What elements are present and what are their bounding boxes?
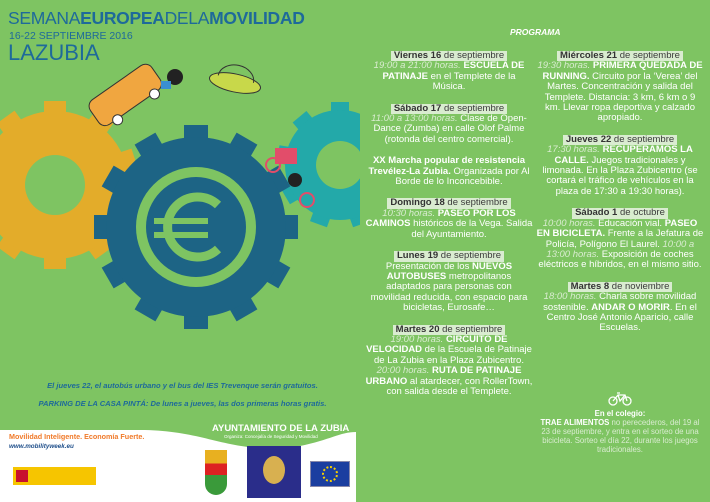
title-part: EUROPEA xyxy=(80,8,165,28)
program-event xyxy=(365,51,533,93)
event-highlight: ANDAR O MORIR xyxy=(591,301,670,313)
event-highlight: PASEO POR LOS CAMINOS xyxy=(365,207,516,230)
event-time: 19:30 horas. xyxy=(537,60,593,72)
organiza-label: Organiza: Concejalía de Seguridad y Movilidad xyxy=(224,434,318,439)
event-text: Circuito por la ‘Verea’ del Martes. Concentración y salida del Templete. Distancia: 3 km, 6 km o 9 km. Llevar ropa deportiva y calzado apropiado. xyxy=(544,70,698,124)
event-dates: 16-22 SEPTIEMBRE 2016 xyxy=(9,30,133,42)
la-zubia-coat-of-arms-logo xyxy=(205,450,227,495)
event-month: de septiembre xyxy=(441,102,505,114)
event-text: Frente a la Jefatura de Policía, Polígono El Laurel. xyxy=(545,228,704,250)
event-highlight: NUEVOS AUTOBUSES xyxy=(386,260,513,282)
colegio-bold: TRAE ALIMENTOS xyxy=(540,418,610,427)
event-text: Clase de Open-Dance (Zumba) en calle Olof Palme (rotonda del centro comercial). xyxy=(373,113,527,145)
event-text: históricos de la Vega. Salida del Ayuntamiento. xyxy=(410,218,533,240)
event-highlight: XX Marcha popular de resistencia Trevélez-La Zubia. xyxy=(368,155,526,177)
event-month: de septiembre xyxy=(617,50,680,61)
ayuntamiento-label: AYUNTAMIENTO DE LA ZUBIA xyxy=(212,423,350,434)
eu-flag-logo xyxy=(310,461,350,487)
event-text: Educación vial. xyxy=(598,217,665,229)
event-day: Martes 20 xyxy=(395,323,440,335)
event-highlight: PASEO EN BICICLETA. xyxy=(536,217,698,240)
program-event xyxy=(365,251,533,313)
event-time: 17:30 horas. xyxy=(547,144,603,156)
slogan: Movilidad Inteligente. Economía Fuerte. xyxy=(9,432,145,441)
parking-note: PARKING DE LA CASA PINTÁ: De lunes a jueves, las dos primeras horas gratis. xyxy=(38,399,327,408)
event-highlight: ESCUELA DE PATINAJE xyxy=(382,60,525,82)
event-text: Organizada por Al Borde de lo Inconcebible. xyxy=(395,165,530,188)
title-part: SEMANA xyxy=(8,8,81,28)
event-time: 18:00 horas. xyxy=(543,291,600,303)
program-column-left xyxy=(365,51,533,408)
event-day: Jueves 22 xyxy=(565,133,612,145)
event-text: en el Templete de la Música. xyxy=(428,70,516,93)
event-month: de octubre xyxy=(617,207,665,219)
city-name: LAZUBIA xyxy=(8,40,100,65)
mobilityweek-link[interactable]: www.mobilityweek.eu xyxy=(9,443,74,450)
event-day: Lunes 19 xyxy=(396,250,439,262)
event-month: de septiembre xyxy=(438,250,502,262)
event-time: 10:00 a 13:00 horas. xyxy=(546,238,695,260)
event-day: Martes 8 xyxy=(570,280,610,292)
spain-government-logo xyxy=(13,467,96,485)
event-time: 10:30 horas. xyxy=(382,207,438,219)
pedestrian-icon xyxy=(161,69,183,89)
title-part: MOVILIDAD xyxy=(209,8,305,28)
event-highlight: CIRCUITO DE VELOCIDAD xyxy=(366,333,508,356)
event-text: metropolitanos adaptados para personas con movilidad reducida, con espacio para bicicletas, Eurosafe… xyxy=(370,270,528,314)
event-text: Presentación de los xyxy=(385,260,472,272)
program-event xyxy=(365,156,533,187)
event-time: 19:00 horas. xyxy=(390,333,446,345)
event-month: de septiembre xyxy=(611,133,675,145)
program-event xyxy=(365,104,533,146)
program-column-right xyxy=(536,51,704,345)
colegio-section xyxy=(536,406,704,454)
event-title xyxy=(8,8,305,29)
event-text: Exposición de coches eléctricos e híbridos, en el mismo sitio. xyxy=(538,248,702,271)
event-time: 10:00 horas. xyxy=(542,217,599,229)
colegio-title: En el colegio: xyxy=(594,409,646,418)
teal-gear-icon xyxy=(276,102,360,227)
car-icon xyxy=(208,60,264,97)
police-badge-logo xyxy=(247,446,301,498)
colegio-text: no perecederos, del 19 al 23 de septiembre, y entra en el sorteo de una bicicleta. Sorteo el día 22, durante los juegos tradicionales. xyxy=(541,418,700,454)
gears-illustration xyxy=(0,55,360,375)
program-event xyxy=(365,325,533,398)
bicycle-icon xyxy=(608,392,632,406)
event-time: 20:00 horas. xyxy=(376,365,433,377)
event-day: Sábado 1 xyxy=(575,207,618,219)
program-event xyxy=(536,51,704,124)
event-day: Domingo 18 xyxy=(390,197,445,209)
event-time: 19:00 a 21:00 horas. xyxy=(373,60,464,72)
event-day: Miércoles 21 xyxy=(560,50,618,61)
event-day: Sábado 17 xyxy=(393,102,442,114)
event-month: de noviembre xyxy=(609,280,670,292)
event-month: de septiembre xyxy=(441,50,505,61)
event-highlight: PRIMERA QUEDADA DE RUNNING. xyxy=(542,60,703,82)
event-text: Charla sobre movilidad sostenible. xyxy=(543,291,697,313)
event-time: 11:00 a 13:00 horas. xyxy=(371,113,461,125)
program-event xyxy=(536,282,704,334)
event-highlight: RUTA DE PATINAJE URBANO xyxy=(365,365,522,387)
event-month: de septiembre xyxy=(444,197,508,209)
event-month: de septiembre xyxy=(439,323,503,335)
event-day: Viernes 16 xyxy=(393,50,442,61)
event-text: . En el Centro José Antonio Aparicio, calle Escuelas. xyxy=(546,301,697,334)
event-text: Juegos tradicionales y limonada. En la Plaza Zubicentro (se cortará el tráfico de vehículos en la plaza de 17:30 a 19:30 horas). xyxy=(542,154,698,197)
event-text: al atardecer, con RollerTown, con salida desde el Templete. xyxy=(386,375,533,397)
program-event xyxy=(536,135,704,197)
program-event xyxy=(365,198,533,240)
program-heading: PROGRAMA xyxy=(510,27,561,37)
title-part: DELA xyxy=(164,8,210,28)
event-text: de la Escuela de Patinaje de La Zubia en la Plaza Zubicentro. xyxy=(374,344,532,366)
event-highlight: RECUPERAMOS LA CALLE. xyxy=(554,144,693,166)
program-event xyxy=(536,208,704,270)
bus-note: El jueves 22, el autobús urbano y el bus del IES Trevenque serán gratuitos. xyxy=(47,381,318,390)
